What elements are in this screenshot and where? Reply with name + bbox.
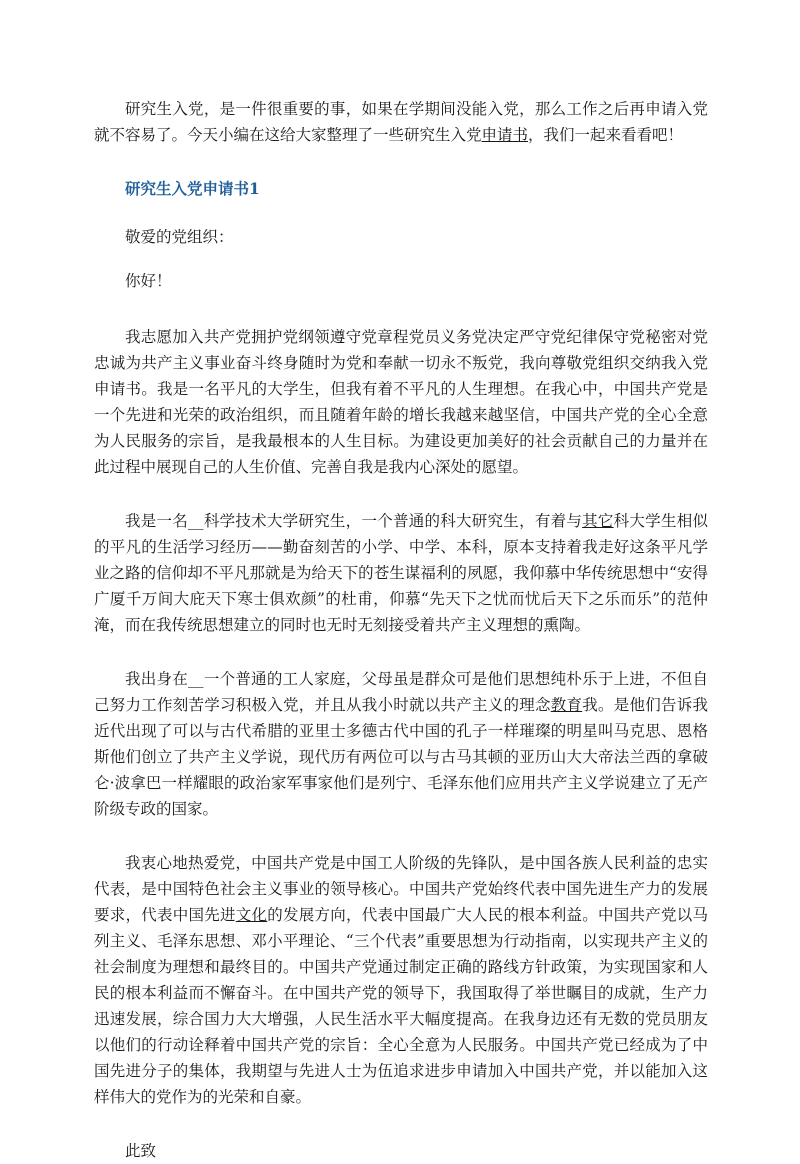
culture-link[interactable]: 文化: [235, 906, 268, 924]
paragraph-3-text: 我出身在__一个普通的工人家庭，父母虽是群众可是他们思想纯朴乐于上进，不但自己努力工作刻苦学习积极入党，并且从我小时就以共产主义的理念: [94, 670, 708, 714]
paragraph-2-text-end: 科大学生相似的平凡的生活学习经历——勤奋刻苦的小学、中学、本科，原本支持着我走好这条平凡学业之路的信仰却不平凡那就是为给天下的苍生谋福利的夙愿，我仰慕中华传统思想中“安得广厦千万间大庇天下寒士俱欢颜”的杜甫，仰慕“先天下之忧而忧后天下之乐而乐”的范仲淹，而在我传统思想建立的同时也无时无刻接受着共产主义理想的熏陶。: [94, 512, 708, 634]
body-paragraph-4: [94, 850, 708, 1110]
other-link[interactable]: 其它: [582, 512, 614, 530]
body-paragraph-3: [94, 666, 708, 822]
document-page: [94, 96, 708, 1164]
paragraph-4-text: 我衷心地热爱党，中国共产党是中国工人阶级的先锋队，是中国各族人民利益的忠实代表，是中国特色社会主义事业的领导核心。中国共产党始终代表中国先进生产力的发展要求，代表中国先进: [94, 854, 708, 924]
intro-paragraph: [94, 96, 708, 148]
application-link[interactable]: 申请书: [481, 126, 529, 144]
paragraph-2-text: 我是一名__科学技术大学研究生，一个普通的科大研究生，有着与: [125, 512, 583, 530]
intro-text: 研究生入党，是一件很重要的事，如果在学期间没能入党，那么工作之后再申请入党就不容易了。今天小编在这给大家整理了一些研究生入党: [94, 100, 708, 144]
body-paragraph-1: 我志愿加入共产党拥护党纲领遵守党章程党员义务党决定严守党纪律保守党秘密对党忠诚为共产主义事业奋斗终身随时为党和奉献一切永不叛党，我向尊敬党组织交纳我入党申请书。我是一名平凡的大学生，但我有着不平凡的人生理想。在我心中，中国共产党是一个先进和光荣的政治组织，而且随着年龄的增长我越来越坚信，中国共产党的全心全意为人民服务的宗旨，是我最根本的人生目标。为建设更加美好的社会贡献自己的力量并在此过程中展现自己的人生价值、完善自我是我内心深处的愿望。: [94, 328, 708, 476]
paragraph-4-text-end: 的发展方向，代表中国最广大人民的根本利益。中国共产党以马列主义、毛泽东思想、邓小平理论、“三个代表”重要思想为行动指南，以实现共产主义的社会制度为理想和最终目的。中国共产党通过制定正确的路线方针政策，为实现国家和人民的根本利益而不懈奋斗。在中国共产党的领导下，我国取得了举世瞩目的成就，生产力迅速发展，综合国力大大增强，人民生活水平大幅度提高。在我身边还有无数的党员朋友以他们的行动诠释着中国共产党的宗旨：全心全意为人民服务。中国共产党已经成为了中国先进分子的集体，我期望与先进人士为伍追求进步申请加入中国共产党，并以能加入这样伟大的党作为的光荣和自豪。: [94, 906, 708, 1106]
greeting-hello: 你好！: [125, 272, 172, 290]
body-paragraph-2: [94, 508, 708, 638]
salutation: 敬爱的党组织：: [125, 228, 234, 246]
section-heading: 研究生入党申请书1: [125, 179, 260, 198]
paragraph-3-text-end: 我。是他们告诉我近代出现了可以与古代希腊的亚里士多德古代中国的孔子一样璀璨的明星叫马克思、恩格斯他们创立了共产主义学说，现代历有两位可以与古马其顿的亚历山大大帝法兰西的拿破仑·波拿巴一样耀眼的政治家军事家他们是列宁、毛泽东他们应用共产主义学说建立了无产阶级专政的国家。: [94, 696, 708, 818]
closing-phrase: 此致: [125, 1142, 157, 1160]
intro-text-end: ，我们一起来看看吧！: [528, 126, 684, 144]
education-link[interactable]: 教育: [550, 696, 583, 714]
